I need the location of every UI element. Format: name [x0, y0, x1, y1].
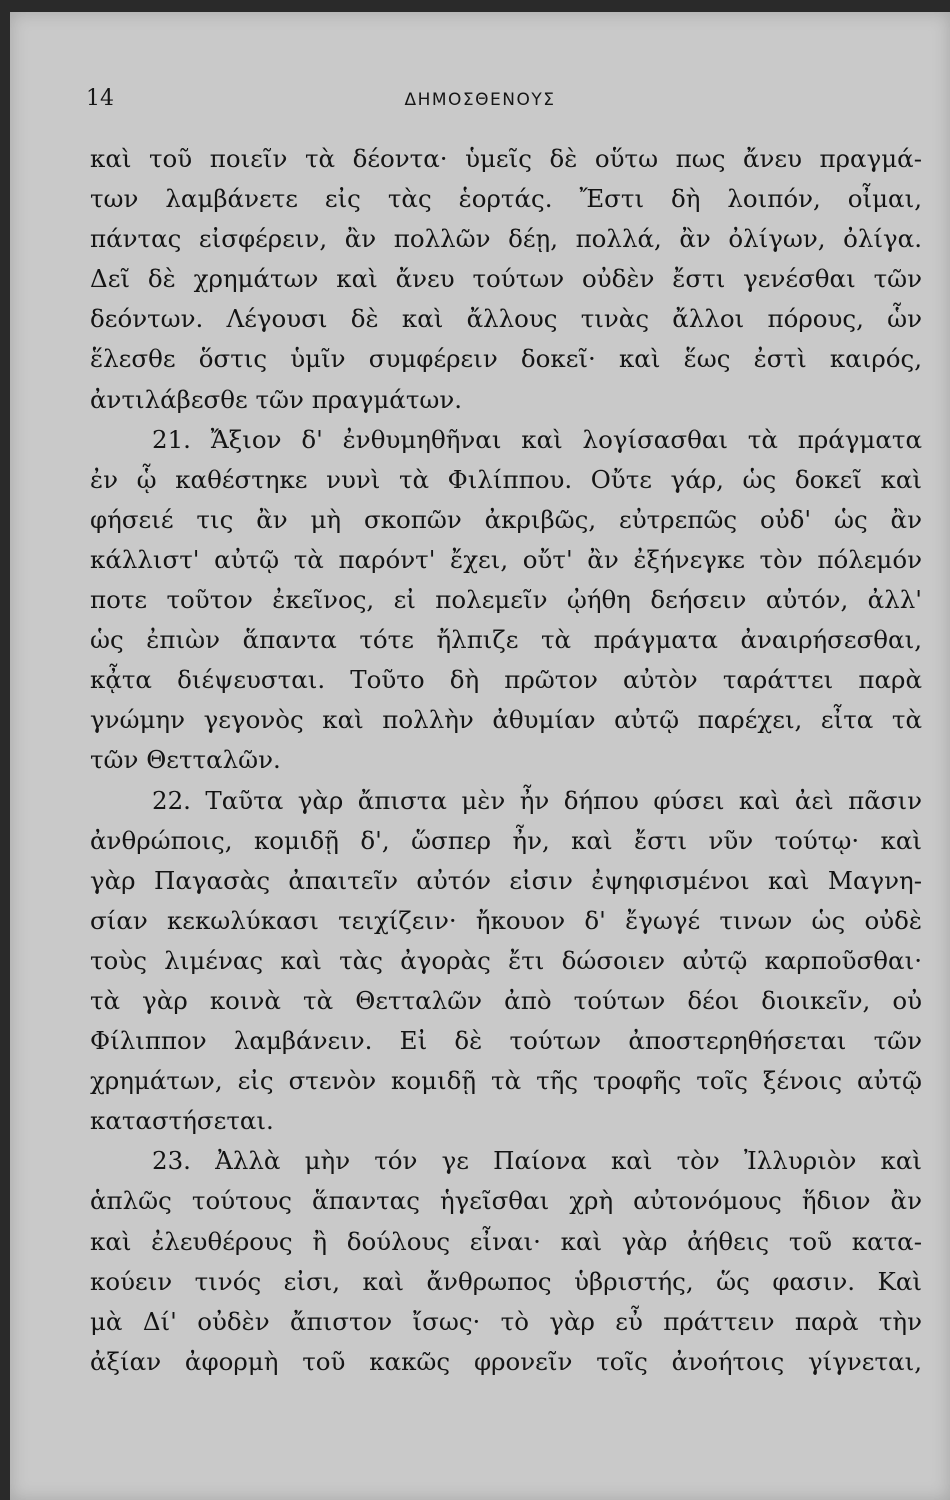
text-line: πάντας εἰσφέρειν, ἂν πολλῶν δέῃ, πολλά, ἂν ὀλίγων, ὀλίγα.	[90, 224, 922, 254]
text-line: σίαν κεκωλύκασι τειχίζειν· ἤκουον δ' ἔγωγέ τινων ὡς οὐδὲ	[90, 905, 922, 935]
text-line: τῶν Θετταλῶν.	[90, 745, 281, 775]
text-line: ἀντιλάβεσθε τῶν πραγμάτων.	[90, 384, 463, 414]
text-line: ἕλεσθε ὅστις ὑμῖν συμφέρειν δοκεῖ· καὶ ἕως ἐστὶ καιρός,	[90, 344, 922, 374]
text-line-section-21: 21. Ἄξιον δ' ἐνθυμηθῆναι καὶ λογίσασθαι τὰ πράγματα	[152, 424, 922, 454]
text-line: γνώμην γεγονὸς καὶ πολλὴν ἀθυμίαν αὐτῷ παρέχει, εἶτα τὰ	[90, 705, 922, 735]
text-line-section-23: 23. Ἀλλὰ μὴν τόν γε Παίονα καὶ τὸν Ἰλλυριὸν καὶ	[152, 1146, 922, 1176]
text-line: Δεῖ δὲ χρημάτων καὶ ἄνευ τούτων οὐδὲν ἔστι γενέσθαι τῶν	[90, 264, 922, 294]
text-line: ἁπλῶς τούτους ἅπαντας ἡγεῖσθαι χρὴ αὐτονόμους ἥδιον ἂν	[90, 1186, 922, 1216]
text-line: των λαμβάνετε εἰς τὰς ἑορτάς. Ἔστι δὴ λοιπόν, οἶμαι,	[90, 184, 922, 214]
running-head: ΔΗΜΟΣΘΕΝΟΥΣ	[404, 90, 556, 110]
text-line: ἐν ᾧ καθέστηκε νυνὶ τὰ Φιλίππου. Οὔτε γάρ, ὡς δοκεῖ καὶ	[90, 464, 922, 494]
text-line: ἀξίαν ἀφορμὴ τοῦ κακῶς φρονεῖν τοῖς ἀνοήτοις γίγνεται,	[90, 1346, 922, 1376]
text-line: καταστήσεται.	[90, 1106, 274, 1136]
text-line: μὰ Δί' οὐδὲν ἄπιστον ἴσως· τὸ γὰρ εὖ πράττειν παρὰ τὴν	[90, 1306, 922, 1336]
text-line: ἀνθρώποις, κομιδῇ δ', ὥσπερ ἦν, καὶ ἔστι νῦν τούτῳ· καὶ	[90, 825, 922, 855]
text-line: τὰ γὰρ κοινὰ τὰ Θετταλῶν ἀπὸ τούτων δέοι διοικεῖν, οὐ	[90, 985, 922, 1015]
text-line: κούειν τινός εἰσι, καὶ ἄνθρωπος ὑβριστής, ὥς φασιν. Καὶ	[90, 1266, 922, 1296]
page-header	[10, 86, 950, 116]
text-line: κᾆτα διέψευσται. Τοῦτο δὴ πρῶτον αὐτὸν ταράττει παρὰ	[90, 665, 922, 695]
text-line: ποτε τοῦτον ἐκεῖνος, εἰ πολεμεῖν ᾠήθη δεήσειν αὐτόν, ἀλλ'	[90, 585, 922, 615]
text-line: κάλλιστ' αὐτῷ τὰ παρόντ' ἔχει, οὔτ' ἂν ἐξήνεγκε τὸν πόλεμόν	[90, 544, 922, 574]
page-number: 14	[86, 86, 114, 111]
text-line: τοὺς λιμένας καὶ τὰς ἀγορὰς ἔτι δώσοιεν αὐτῷ καρποῦσθαι·	[90, 945, 922, 975]
text-line-section-22: 22. Ταῦτα γὰρ ἄπιστα μὲν ἦν δήπου φύσει καὶ ἀεὶ πᾶσιν	[152, 785, 922, 815]
body-text	[90, 139, 922, 1382]
text-line: Φίλιππον λαμβάνειν. Εἰ δὲ τούτων ἀποστερηθήσεται τῶν	[90, 1026, 922, 1056]
text-line: καὶ τοῦ ποιεῖν τὰ δέοντα· ὑμεῖς δὲ οὕτω πως ἄνευ πραγμά-	[90, 144, 922, 173]
text-line: ὡς ἐπιὼν ἅπαντα τότε ἤλπιζε τὰ πράγματα ἀναιρήσεσθαι,	[90, 625, 922, 655]
book-page	[10, 12, 950, 1500]
text-line: γὰρ Παγασὰς ἀπαιτεῖν αὐτόν εἰσιν ἐψηφισμένοι καὶ Μαγνη-	[90, 865, 922, 895]
text-line: καὶ ἐλευθέρους ἢ δούλους εἶναι· καὶ γὰρ ἀήθεις τοῦ κατα-	[90, 1226, 922, 1256]
text-line: δεόντων. Λέγουσι δὲ καὶ ἄλλους τινὰς ἄλλοι πόρους, ὧν	[90, 304, 922, 334]
text-line: φήσειέ τις ἂν μὴ σκοπῶν ἀκριβῶς, εὐτρεπῶς οὐδ' ὡς ἂν	[90, 504, 922, 534]
text-line: χρημάτων, εἰς στενὸν κομιδῇ τὰ τῆς τροφῆς τοῖς ξένοις αὐτῷ	[90, 1066, 922, 1096]
